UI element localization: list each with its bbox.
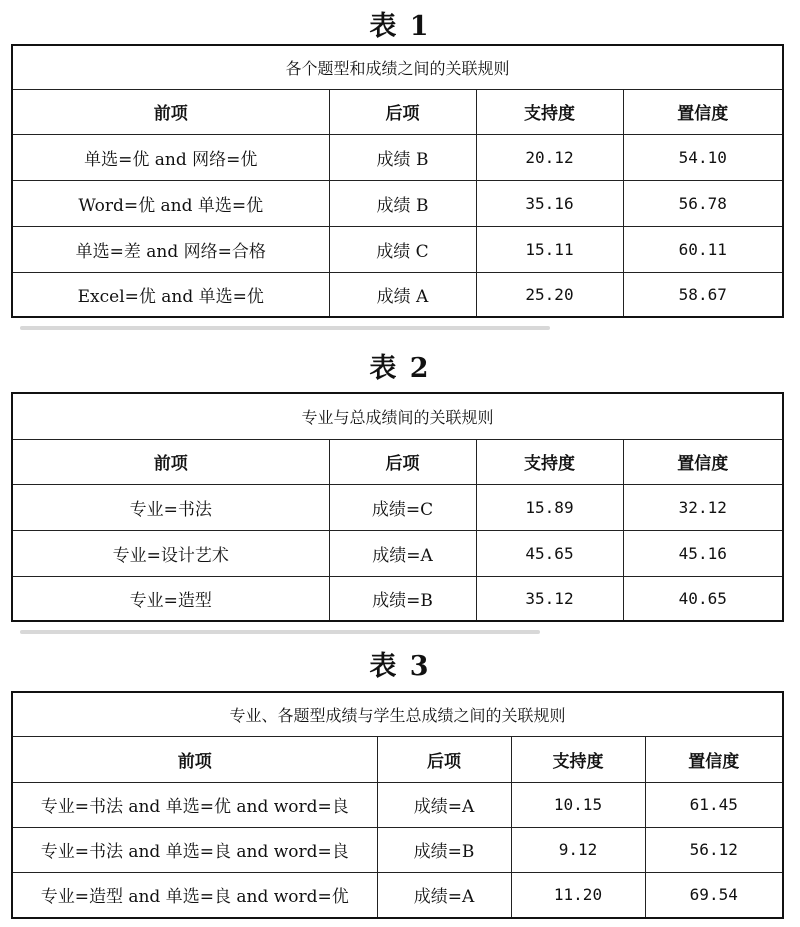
consequent-cell: 成绩=A (377, 872, 511, 918)
header-consequent: 后项 (329, 439, 476, 484)
consequent-cell: 成绩=C (329, 484, 476, 530)
support-cell: 25.20 (476, 272, 623, 317)
confidence-cell: 54.10 (623, 134, 783, 180)
table-caption: 各个题型和成绩之间的关联规则 (12, 45, 783, 89)
antecedent-cell: Excel=优 and 单选=优 (12, 272, 329, 317)
antecedent-cell: 专业=书法 and 单选=优 and word=良 (12, 782, 377, 827)
confidence-cell: 40.65 (623, 576, 783, 621)
header-consequent: 后项 (329, 89, 476, 134)
confidence-cell: 60.11 (623, 226, 783, 272)
table-header-row (12, 439, 783, 484)
consequent-cell: 成绩=A (329, 530, 476, 576)
consequent-cell: 成绩=B (329, 576, 476, 621)
support-cell: 10.15 (511, 782, 645, 827)
table-row (12, 272, 783, 317)
consequent-cell: 成绩 A (329, 272, 476, 317)
table-caption: 专业、各题型成绩与学生总成绩之间的关联规则 (12, 692, 783, 736)
consequent-cell: 成绩 B (329, 180, 476, 226)
support-cell: 35.16 (476, 180, 623, 226)
support-cell: 11.20 (511, 872, 645, 918)
consequent-cell: 成绩=A (377, 782, 511, 827)
confidence-cell: 45.16 (623, 530, 783, 576)
table-row (12, 827, 783, 872)
header-antecedent: 前项 (12, 439, 329, 484)
header-confidence: 置信度 (623, 439, 783, 484)
header-support: 支持度 (476, 89, 623, 134)
confidence-cell: 58.67 (623, 272, 783, 317)
header-support: 支持度 (476, 439, 623, 484)
table-row (12, 530, 783, 576)
table-row (12, 134, 783, 180)
table-1-title: 表 1 (369, 11, 431, 42)
header-confidence: 置信度 (645, 736, 783, 782)
table-2 (11, 392, 784, 622)
table-row (12, 576, 783, 621)
antecedent-cell: 专业=造型 (12, 576, 329, 621)
support-cell: 35.12 (476, 576, 623, 621)
header-confidence: 置信度 (623, 89, 783, 134)
header-antecedent: 前项 (12, 736, 377, 782)
support-cell: 15.89 (476, 484, 623, 530)
antecedent-cell: Word=优 and 单选=优 (12, 180, 329, 226)
confidence-cell: 61.45 (645, 782, 783, 827)
antecedent-cell: 专业=设计艺术 (12, 530, 329, 576)
antecedent-cell: 专业=书法 and 单选=良 and word=良 (12, 827, 377, 872)
confidence-cell: 56.12 (645, 827, 783, 872)
confidence-cell: 32.12 (623, 484, 783, 530)
antecedent-cell: 专业=造型 and 单选=良 and word=优 (12, 872, 377, 918)
table-row (12, 782, 783, 827)
table-2-title: 表 2 (369, 353, 431, 384)
scan-artifact (20, 630, 540, 634)
table-row (12, 180, 783, 226)
antecedent-cell: 单选=优 and 网络=优 (12, 134, 329, 180)
table-row (12, 226, 783, 272)
support-cell: 45.65 (476, 530, 623, 576)
confidence-cell: 69.54 (645, 872, 783, 918)
table-caption-row (12, 393, 783, 439)
table-row (12, 484, 783, 530)
header-antecedent: 前项 (12, 89, 329, 134)
table-caption: 专业与总成绩间的关联规则 (12, 393, 783, 439)
table-caption-row (12, 692, 783, 736)
support-cell: 15.11 (476, 226, 623, 272)
support-cell: 20.12 (476, 134, 623, 180)
header-support: 支持度 (511, 736, 645, 782)
table-row (12, 872, 783, 918)
antecedent-cell: 专业=书法 (12, 484, 329, 530)
table-3 (11, 691, 784, 919)
table-header-row (12, 89, 783, 134)
confidence-cell: 56.78 (623, 180, 783, 226)
table-1 (11, 44, 784, 318)
table-caption-row (12, 45, 783, 89)
consequent-cell: 成绩 B (329, 134, 476, 180)
support-cell: 9.12 (511, 827, 645, 872)
table-3-title: 表 3 (369, 651, 431, 682)
header-consequent: 后项 (377, 736, 511, 782)
antecedent-cell: 单选=差 and 网络=合格 (12, 226, 329, 272)
consequent-cell: 成绩 C (329, 226, 476, 272)
table-header-row (12, 736, 783, 782)
consequent-cell: 成绩=B (377, 827, 511, 872)
scan-artifact (20, 326, 550, 330)
